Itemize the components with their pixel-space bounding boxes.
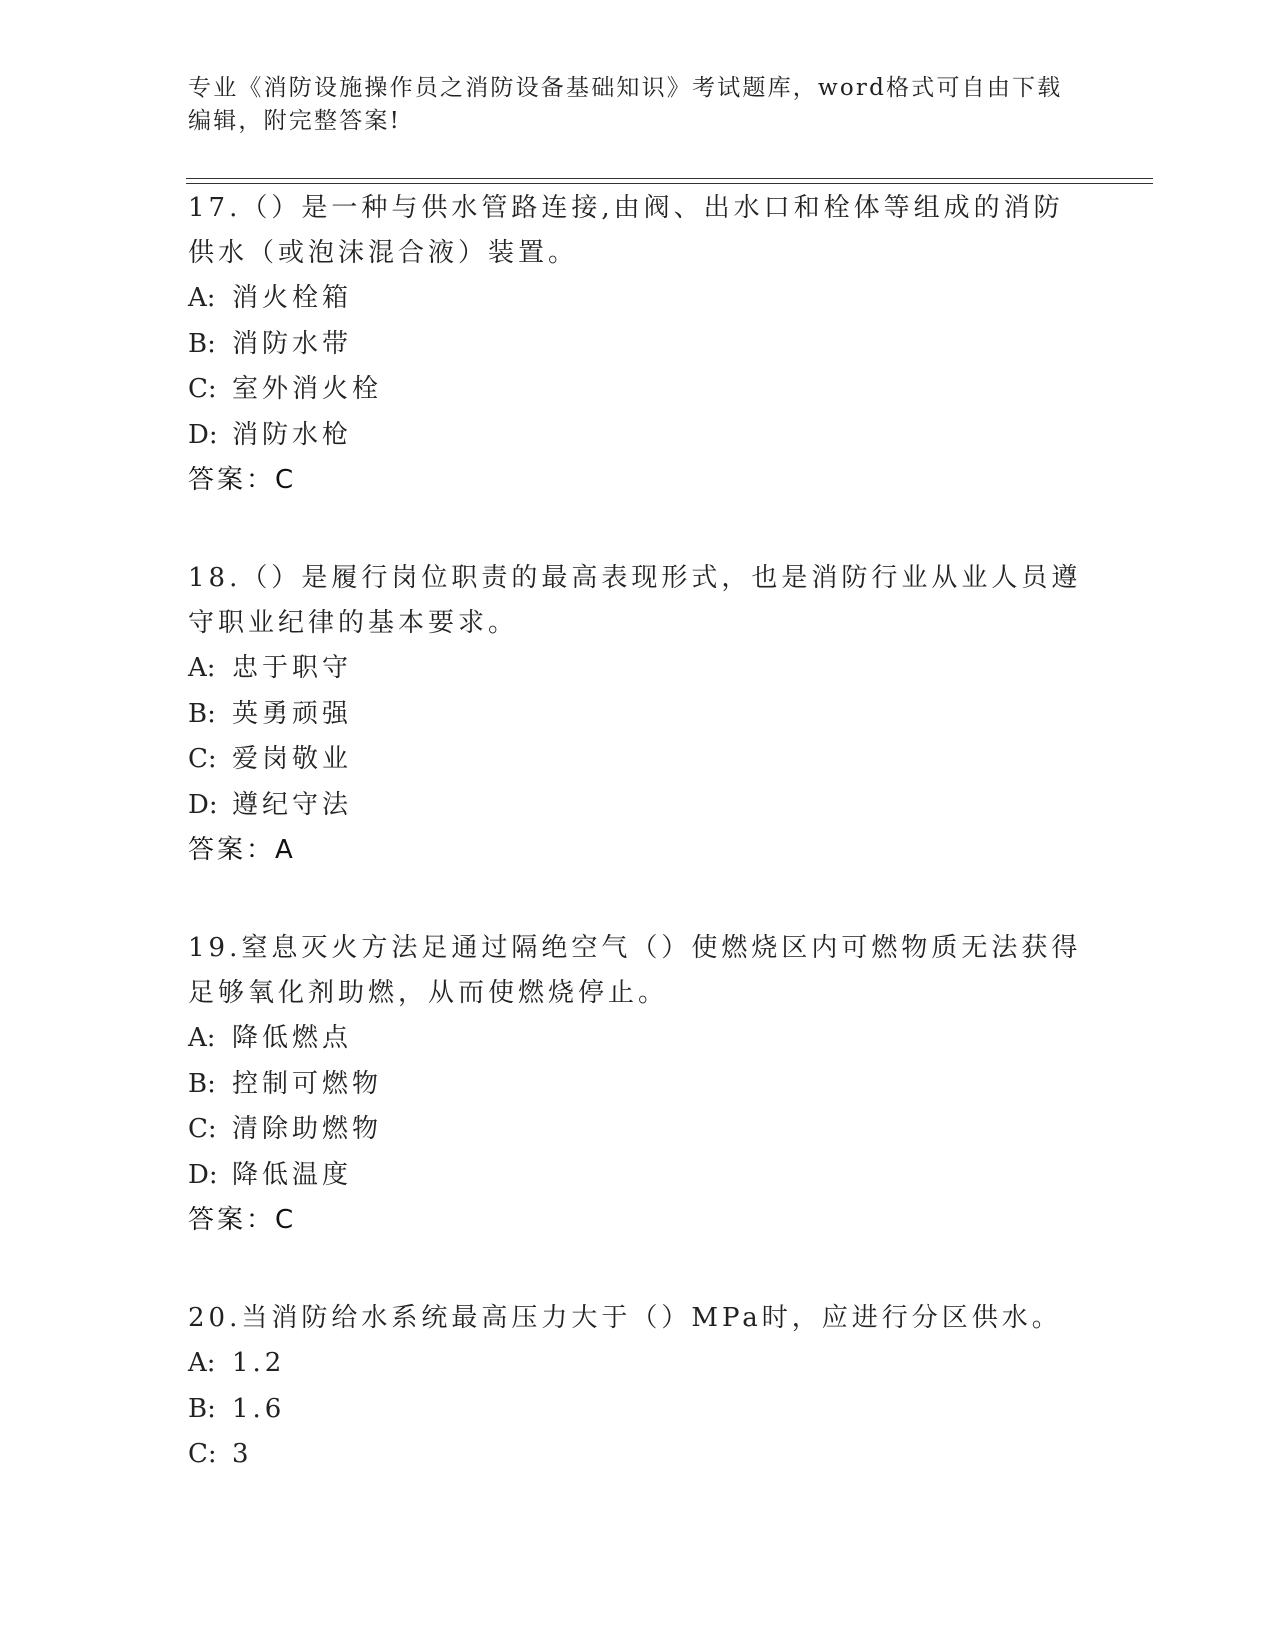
option-letter: A: [188, 283, 216, 313]
option-text: 1.6 [232, 1393, 286, 1424]
option-letter: C: [188, 1114, 217, 1144]
question-stem: 18.（）是履行岗位职责的最高表现形式，也是消防行业从业人员遵守职业纪律的基本要求。 [188, 563, 1082, 638]
option-letter: B: [188, 1068, 216, 1099]
option-b [188, 1387, 1088, 1433]
option-text: 1.2 [232, 1348, 286, 1378]
option-c [188, 1432, 1088, 1478]
option-text: 室外消火栓 [232, 374, 383, 404]
option-text: 英勇顽强 [232, 698, 353, 729]
question-stem: 20.当消防给水系统最高压力大于（）MPa时，应进行分区供水。 [188, 1303, 1062, 1333]
option-letter: A: [188, 653, 216, 683]
option-b [188, 1062, 1088, 1108]
option-text: 清除助燃物 [232, 1114, 383, 1144]
option-b [188, 692, 1088, 738]
option-a [188, 646, 1088, 692]
option-d [188, 1153, 1088, 1199]
answer-line: 答案：A [188, 835, 296, 865]
answer-line: 答案：C [188, 1205, 297, 1235]
option-c [188, 1107, 1088, 1153]
option-letter: C: [188, 374, 217, 404]
option-a [188, 1341, 1088, 1387]
option-d [188, 413, 1088, 459]
question-18 [188, 556, 1088, 872]
option-letter: B: [188, 328, 216, 359]
question-list [188, 186, 1088, 1532]
option-c [188, 367, 1088, 413]
option-text: 忠于职守 [232, 653, 353, 683]
option-letter: D: [188, 419, 218, 450]
option-text: 消防水枪 [232, 419, 353, 450]
header-divider-bottom [186, 183, 1153, 184]
option-letter: A: [188, 1348, 216, 1378]
option-text: 消防水带 [232, 328, 353, 359]
question-20 [188, 1296, 1088, 1478]
question-17 [188, 186, 1088, 502]
option-letter: C: [188, 744, 217, 774]
option-letter: D: [188, 1159, 218, 1190]
option-b [188, 322, 1088, 368]
document-header: 专业《消防设施操作员之消防设备基础知识》考试题库，word格式可自由下载编辑，附完整答案! [188, 75, 1063, 134]
option-text: 降低温度 [232, 1159, 353, 1190]
option-text: 消火栓箱 [232, 283, 353, 313]
option-text: 3 [232, 1439, 253, 1469]
option-letter: C: [188, 1439, 217, 1469]
header-divider-top [186, 178, 1153, 179]
option-letter: D: [188, 789, 218, 820]
option-text: 遵纪守法 [232, 789, 353, 820]
option-text: 控制可燃物 [232, 1068, 383, 1099]
option-letter: A: [188, 1023, 216, 1053]
question-stem: 17.（）是一种与供水管路连接,由阀、出水口和栓体等组成的消防供水（或泡沫混合液）装置。 [188, 193, 1064, 268]
option-text: 降低燃点 [232, 1023, 353, 1053]
option-c [188, 737, 1088, 783]
answer-line: 答案：C [188, 465, 297, 495]
question-stem: 19.窒息灭火方法足通过隔绝空气（）使燃烧区内可燃物质无法获得足够氧化剂助燃，从而使燃烧停止。 [188, 933, 1082, 1008]
option-letter: B: [188, 698, 216, 729]
question-19 [188, 926, 1088, 1242]
option-a [188, 1016, 1088, 1062]
option-d [188, 783, 1088, 829]
option-a [188, 276, 1088, 322]
option-letter: B: [188, 1393, 216, 1424]
option-text: 爱岗敬业 [232, 744, 353, 774]
